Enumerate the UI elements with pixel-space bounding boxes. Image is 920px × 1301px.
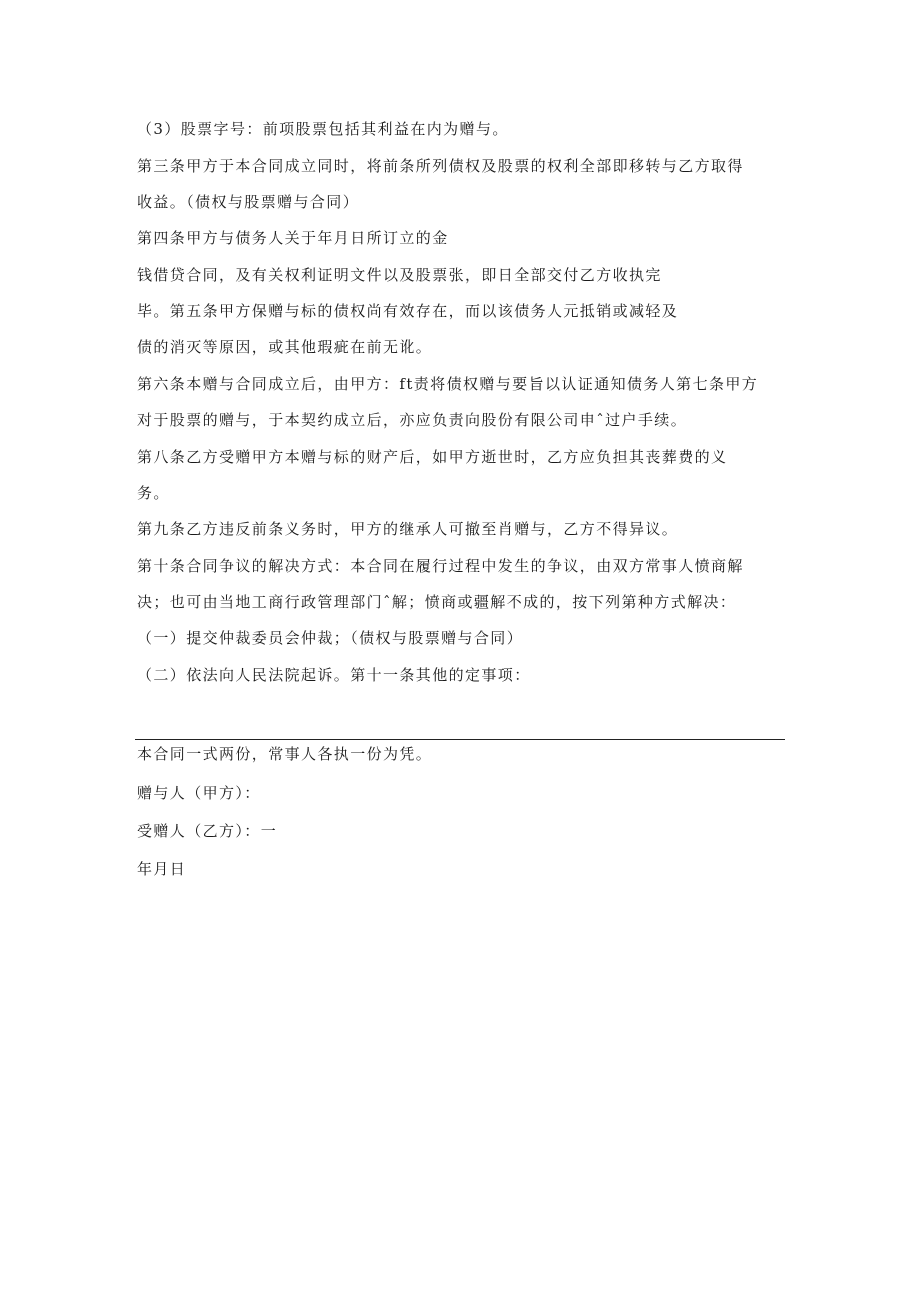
copies-statement: 本合同一式两份，常事人各执一份为凭。 [137, 745, 433, 763]
article-7-line-2: 对于股票的赠与，于本契约成立后，亦应负责向股份有限公司申ˆ过户手续。 [137, 411, 688, 429]
article-9: 第九条乙方违反前条义务时，甲方的继承人可撤至肖赠与，乙方不得异议。 [137, 520, 679, 538]
clause-3-stock-number: （3）股票字号：前项股票包括其利益在内为赠与。 [137, 120, 509, 138]
article-3-line-1: 第三条甲方于本合同成立同时，将前条所列债权及股票的权利全部即移转与乙方取得 [137, 157, 744, 175]
donor-signature-label: 赠与人（甲方）： [137, 784, 261, 802]
dispute-option-2: （二）依法向人民法院起诉。第十一条其他的定事项： [137, 666, 531, 684]
article-10-line-1: 第十条合同争议的解决方式：本合同在履行过程中发生的争议，由双方常事人愤商解 [137, 557, 744, 575]
dispute-option-1: （一）提交仲裁委员会仲裁；（债权与股票赠与合同） [137, 629, 524, 647]
article-10-line-2: 决；也可由当地工商行政管理部门ˆ解；愤商或疆解不成的，按下列第种方式解决： [137, 593, 737, 611]
article-8-line-2: 务。 [137, 484, 170, 502]
article-5-line-1: 毕。第五条甲方保赠与标的债权尚有效存在，而以该债务人元抵销或减轻及 [137, 302, 679, 320]
article-4-line-1: 第四条甲方与债务人关于年月日所订立的金 [137, 229, 449, 247]
horizontal-divider [135, 739, 785, 740]
article-5-line-2: 债的消灭等原因，或其他瑕疵在前无讹。 [137, 338, 433, 356]
donee-signature-label: 受赠人（乙方）：一 [137, 822, 278, 840]
article-8-line-1: 第八条乙方受赠甲方本赠与标的财产后，如甲方逝世时，乙方应负担其丧葬费的义 [137, 448, 728, 466]
article-3-line-2: 收益。（债权与股票赠与合同） [137, 193, 360, 211]
article-6-line-1: 第六条本赠与合同成立后，由甲方：ft责将债权赠与要旨以认证通知债务人第七条甲方 [137, 375, 759, 393]
article-4-line-2: 钱借贷合同，及有关权利证明文件以及股票张，即日全部交付乙方收执完 [137, 266, 662, 284]
date-line: 年月日 [137, 860, 187, 878]
